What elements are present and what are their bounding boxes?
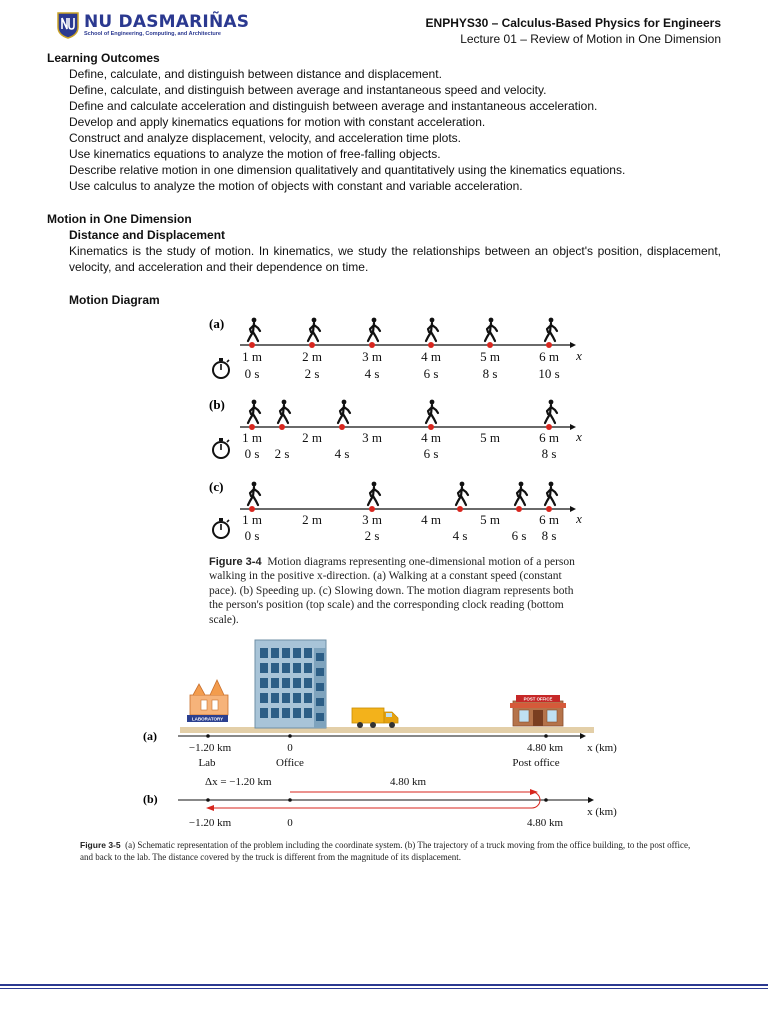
- axis-x-label: x: [576, 429, 582, 444]
- position-dot: [309, 342, 315, 348]
- panel-b-walkers: [248, 400, 557, 423]
- office-building-icon: [255, 640, 326, 728]
- walker-icon: [515, 482, 527, 505]
- fig35-distance-label: 4.80 km: [389, 776, 427, 788]
- outcome-item: Develop and apply kinematics equations for motion with constant acceleration.: [69, 115, 486, 129]
- lecture-title: Lecture 01 – Review of Motion in One Dimension: [460, 32, 721, 46]
- walker-icon: [545, 400, 557, 423]
- walker-icon: [368, 482, 380, 505]
- position-label: 1 m: [242, 430, 262, 445]
- figure-3-4-caption: [209, 555, 587, 627]
- stopwatch-icon: [213, 438, 229, 458]
- panel-c-label: (c): [209, 479, 224, 494]
- time-label: 8 s: [482, 366, 498, 381]
- time-label: 6 s: [423, 446, 439, 461]
- fig35-a-axis-arrow-icon: [580, 733, 586, 739]
- position-dot: [249, 342, 255, 348]
- position-label: 6 m: [539, 512, 559, 527]
- position-dot: [546, 342, 552, 348]
- outcome-item: Use kinematics equations to analyze the motion of free-falling objects.: [69, 147, 441, 161]
- position-label: 2 m: [302, 430, 322, 445]
- stopwatch-icon: [213, 358, 229, 378]
- brand-subtitle: School of Engineering, Computing, and Architecture: [84, 30, 221, 37]
- position-label: 2 m: [302, 349, 322, 364]
- position-label: 2 m: [302, 512, 322, 527]
- time-label: 0 s: [244, 446, 260, 461]
- kinematics-paragraph: Kinematics is the study of motion. In kinematics, we study the relationships between an object's position, displacement, velocity, and acceleration and their dependence on time.: [69, 244, 721, 274]
- walker-icon: [248, 318, 260, 341]
- position-label: 5 m: [480, 349, 500, 364]
- position-dot: [339, 424, 345, 430]
- laboratory-sign-text: LABORATORY: [191, 716, 224, 722]
- position-label: 4 m: [421, 349, 441, 364]
- walker-icon: [426, 318, 438, 341]
- position-dot: [516, 506, 522, 512]
- figure-3-4-caption-text: Motion diagrams representing one-dimensional motion of a person walking in the positive x-direction. (a) Walking at a constant speed (constant pace). (b) Speeding up. (c) Slowing down. The motion diagram represents both the person's position (top scale) and the corresponding clock reading (bottom scale).: [209, 556, 575, 626]
- brand-name: NU DASMARIÑAS: [84, 11, 250, 32]
- outcome-item: Describe relative motion in one dimension qualitatively and quantitatively using the kinematics equations.: [69, 163, 626, 177]
- position-dot: [279, 424, 285, 430]
- ground-strip: [180, 727, 594, 733]
- position-dot: [457, 506, 463, 512]
- outcome-item: Use calculus to analyze the motion of objects with constant and variable acceleration.: [69, 179, 523, 193]
- panel-a-walkers: [248, 318, 557, 341]
- fig35-location-name: Office: [276, 757, 304, 769]
- figure-3-5-illustration: [143, 640, 617, 829]
- fig35-b-axis-arrow-icon: [588, 797, 594, 803]
- walker-icon: [368, 318, 380, 341]
- walker-icon: [545, 482, 557, 505]
- time-label: 2 s: [304, 366, 320, 381]
- time-label: 2 s: [274, 446, 290, 461]
- fig35-a-tick-label: −1.20 km: [188, 742, 232, 754]
- truck-icon: [352, 708, 398, 728]
- fig35-axis-label: x (km): [587, 742, 617, 754]
- outcome-item: Define and calculate acceleration and distinguish between average and instantaneous acceleration.: [69, 99, 598, 113]
- position-label: 6 m: [539, 349, 559, 364]
- position-label: 5 m: [480, 512, 500, 527]
- panel-b-label: (b): [209, 397, 225, 412]
- axis-tick: [544, 798, 548, 802]
- axis-x-label: x: [576, 348, 582, 363]
- motion-heading: Motion in One Dimension: [47, 212, 192, 226]
- learning-outcomes-heading: Learning Outcomes: [47, 51, 160, 65]
- axis-tick: [288, 798, 292, 802]
- time-label: 0 s: [244, 528, 260, 543]
- fig35-location-name: Lab: [198, 757, 216, 769]
- time-label: 8 s: [541, 446, 557, 461]
- footer-rule: [0, 984, 768, 986]
- figure-3-5-caption-label: Figure 3-5: [80, 840, 121, 850]
- fig35-b-tick-label: 4.80 km: [526, 817, 564, 829]
- fig35-a-tick-label: 4.80 km: [526, 742, 564, 754]
- trajectory-arrow-icon: [206, 805, 214, 811]
- figure-3-5-caption-text: (a) Schematic representation of the problem including the coordinate system. (b) The trajectory of a truck moving from the office building, to the post office, and back to the lab. The distance covered by the truck is different from the magnitude of its displacement.: [80, 840, 691, 862]
- time-label: 2 s: [364, 528, 380, 543]
- panel-b-axis-arrow-icon: [570, 424, 576, 430]
- time-label: 6 s: [511, 528, 527, 543]
- outcome-item: Construct and analyze displacement, velocity, and acceleration time plots.: [69, 131, 461, 145]
- post-office-sign-text: POST OFFICE: [523, 696, 553, 702]
- fig35-a-tick-label: 0: [287, 742, 293, 754]
- fig35-panel-a-label: (a): [143, 729, 157, 743]
- axis-tick: [206, 734, 210, 738]
- distance-displacement-heading: Distance and Displacement: [69, 228, 226, 242]
- fig35-b-tick-label: 0: [287, 817, 293, 829]
- time-label: 0 s: [244, 366, 260, 381]
- walker-icon: [338, 400, 350, 423]
- position-label: 5 m: [480, 430, 500, 445]
- laboratory-building-icon: [187, 680, 228, 722]
- position-label: 4 m: [421, 430, 441, 445]
- fig35-axis-label: x (km): [587, 806, 617, 818]
- axis-tick: [288, 734, 292, 738]
- walker-icon: [248, 400, 260, 423]
- outcome-item: Define, calculate, and distinguish between average and instantaneous speed and velocity.: [69, 83, 547, 97]
- position-label: 3 m: [362, 349, 382, 364]
- fig35-displacement-label: Δx = −1.20 km: [205, 776, 272, 788]
- walker-icon: [545, 318, 557, 341]
- position-label: 3 m: [362, 512, 382, 527]
- figure-3-4-caption-label: Figure 3-4: [209, 556, 262, 568]
- position-dot: [428, 342, 434, 348]
- fig35-b-tick-label: −1.20 km: [188, 817, 232, 829]
- position-dot: [487, 342, 493, 348]
- walker-icon: [426, 400, 438, 423]
- position-label: 6 m: [539, 430, 559, 445]
- panel-a-axis-arrow-icon: [570, 342, 576, 348]
- time-label: 4 s: [364, 366, 380, 381]
- walker-icon: [485, 318, 497, 341]
- fig35-location-name: Post office: [512, 757, 560, 769]
- time-label: 8 s: [541, 528, 557, 543]
- footer-rule-thin: [0, 988, 768, 989]
- time-label: 4 s: [334, 446, 350, 461]
- fig35-panel-b-label: (b): [143, 792, 158, 806]
- axis-x-label: x: [576, 511, 582, 526]
- walker-icon: [248, 482, 260, 505]
- position-label: 1 m: [242, 349, 262, 364]
- position-label: 3 m: [362, 430, 382, 445]
- walker-icon: [456, 482, 468, 505]
- post-office-building-icon: [510, 695, 566, 726]
- position-label: 1 m: [242, 512, 262, 527]
- time-label: 10 s: [538, 366, 560, 381]
- position-dot: [369, 342, 375, 348]
- time-label: 4 s: [452, 528, 468, 543]
- time-label: 6 s: [423, 366, 439, 381]
- stopwatch-icon: [213, 518, 229, 538]
- course-title: ENPHYS30 – Calculus-Based Physics for Engineers: [425, 16, 721, 30]
- walker-icon: [308, 318, 320, 341]
- panel-c-axis-arrow-icon: [570, 506, 576, 512]
- position-label: 4 m: [421, 512, 441, 527]
- panel-a-label: (a): [209, 316, 225, 331]
- walker-icon: [278, 400, 290, 423]
- panel-c-walkers: [248, 482, 557, 505]
- outcome-item: Define, calculate, and distinguish between distance and displacement.: [69, 67, 442, 81]
- motion-diagram-heading: Motion Diagram: [69, 293, 160, 307]
- axis-tick: [544, 734, 548, 738]
- axis-tick: [206, 798, 210, 802]
- figure-3-5-caption: [80, 839, 700, 863]
